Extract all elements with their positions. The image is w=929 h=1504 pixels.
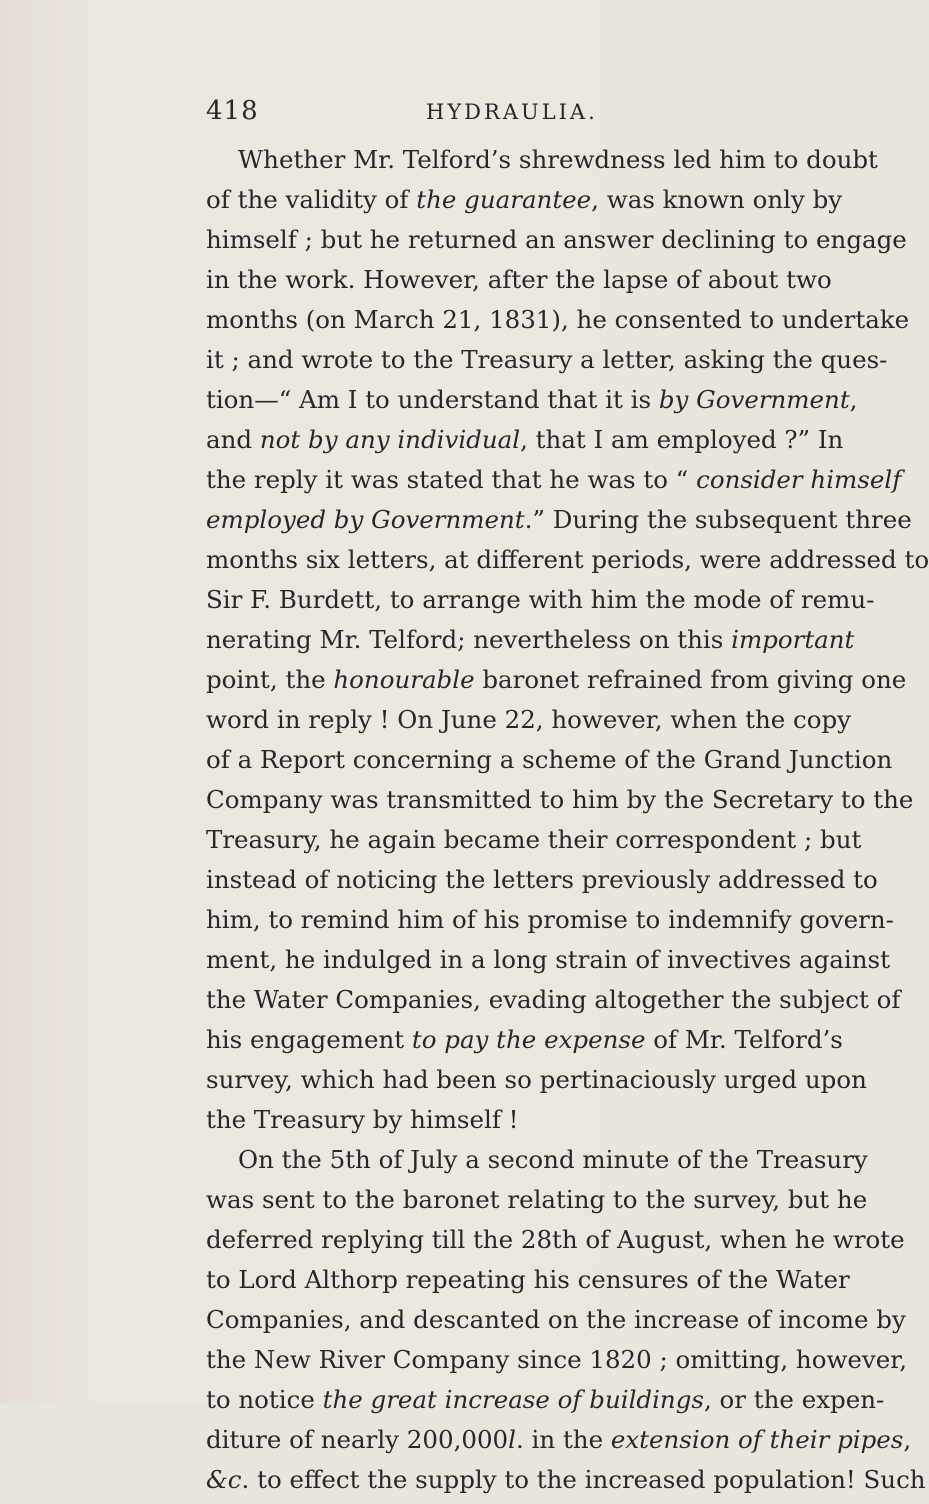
text-run: it ; and wrote to the Treasury a letter, asking the ques- (206, 345, 888, 374)
text-line (206, 184, 843, 224)
text-line (206, 1344, 908, 1384)
italic-run: employed by Government (206, 505, 525, 534)
text-run: to notice (206, 1385, 323, 1414)
text-line (206, 264, 832, 304)
italic-run: l (508, 1425, 516, 1454)
text-run: .” During the subsequent three (524, 505, 912, 534)
text-line (206, 464, 902, 504)
text-run: tion—“ Am I to understand that it is (206, 385, 659, 414)
text-run: months (on March 21, 1831), he consented to undertake (206, 305, 910, 334)
text-line (206, 784, 914, 824)
italic-run: important (731, 625, 855, 654)
text-run: point, the (206, 665, 334, 694)
text-run: Company was transmitted to him by the Secretary to the (206, 785, 914, 814)
text-line (206, 624, 855, 664)
text-line (206, 704, 852, 744)
text-line (206, 1304, 906, 1344)
text-line (206, 1104, 762, 1144)
text-run: , was known only by (591, 185, 843, 214)
page-header (206, 96, 760, 136)
text-line (206, 1064, 867, 1104)
italic-run: the great increase of buildings (322, 1385, 704, 1414)
text-line (206, 944, 890, 984)
text-run: diture of nearly 200,000 (206, 1425, 509, 1454)
text-line (206, 1024, 843, 1064)
text-run: word in reply ! On June 22, however, when the copy (206, 705, 852, 734)
text-run: nerating Mr. Telford; nevertheless on this (206, 625, 732, 654)
italic-run: consider himself (696, 465, 902, 494)
text-run: On the 5th of July a second minute of the Treasury (238, 1145, 868, 1174)
text-run: deferred replying till the 28th of August, when he wrote (206, 1225, 905, 1254)
text-line (206, 1224, 905, 1264)
text-run: himself ; but he returned an answer declining to engage (206, 225, 907, 254)
text-line (206, 904, 894, 944)
text-line (206, 1424, 912, 1464)
text-line (206, 384, 858, 424)
text-run: the New River Company since 1820 ; omitting, however, (206, 1345, 908, 1374)
text-line (206, 1144, 868, 1184)
text-line (206, 824, 862, 864)
text-line (206, 424, 844, 464)
text-line (206, 984, 901, 1024)
page-number: 418 (206, 96, 259, 126)
text-run: the Water Companies, evading altogether the subject of (206, 985, 901, 1014)
text-line (206, 584, 875, 624)
text-run: Companies, and descanted on the increase of income by (206, 1305, 906, 1334)
text-line (206, 224, 907, 264)
text-run: , (903, 1425, 912, 1454)
italic-run: not by any individual (259, 425, 521, 454)
text-line (206, 1264, 850, 1304)
text-run: of Mr. Telford’s (645, 1025, 843, 1054)
text-run: survey, which had been so pertinaciously urged upon (206, 1065, 867, 1094)
text-run: the reply it was stated that he was to “ (206, 465, 697, 494)
text-line (206, 144, 878, 184)
text-run: Treasury, he again became their correspondent ; but (206, 825, 862, 854)
text-line (206, 1384, 885, 1424)
italic-run: honourable (333, 665, 475, 694)
text-line (206, 864, 878, 904)
running-head: HYDRAULIA. (426, 100, 598, 124)
text-run: months six letters, at different periods, were addressed to (206, 545, 929, 574)
text-run: baronet refrained from giving one (474, 665, 907, 694)
text-run: him, to remind him of his promise to indemnify govern- (206, 905, 894, 934)
text-line (206, 544, 929, 584)
italic-run: extension of their pipes (610, 1425, 904, 1454)
text-run: . in the (515, 1425, 611, 1454)
text-run: ment, he indulged in a long strain of invectives against (206, 945, 890, 974)
italic-run: &c (206, 1465, 242, 1494)
text-run: was sent to the baronet relating to the survey, but he (206, 1185, 868, 1214)
text-line (206, 744, 893, 784)
text-run: the Treasury by himself ! (206, 1105, 519, 1134)
italic-run: the guarantee (416, 185, 592, 214)
text-run: to Lord Althorp repeating his censures of the Water (206, 1265, 850, 1294)
text-run: Sir F. Burdett, to arrange with him the mode of remu- (206, 585, 875, 614)
text-run: of the validity of (206, 185, 417, 214)
text-run: . to effect the supply to the increased population! Such (241, 1465, 926, 1494)
text-line (206, 664, 907, 704)
text-line (206, 304, 910, 344)
text-run: , that I am employed ?” In (520, 425, 844, 454)
text-line (206, 1464, 926, 1504)
text-run: in the work. However, after the lapse of about two (206, 265, 832, 294)
text-line (206, 504, 912, 544)
italic-run: by Government (658, 385, 850, 414)
text-run: instead of noticing the letters previously addressed to (206, 865, 878, 894)
text-line (206, 344, 888, 384)
text-run: Whether Mr. Telford’s shrewdness led him to doubt (238, 145, 878, 174)
text-run: his engagement (206, 1025, 412, 1054)
italic-run: to pay the expense (411, 1025, 646, 1054)
text-run: , or the expen- (703, 1385, 885, 1414)
text-run: of a Report concerning a scheme of the Grand Junction (206, 745, 893, 774)
text-run: and (206, 425, 260, 454)
text-line (206, 1184, 868, 1224)
body-text (206, 144, 929, 1504)
text-run: , (849, 385, 858, 414)
